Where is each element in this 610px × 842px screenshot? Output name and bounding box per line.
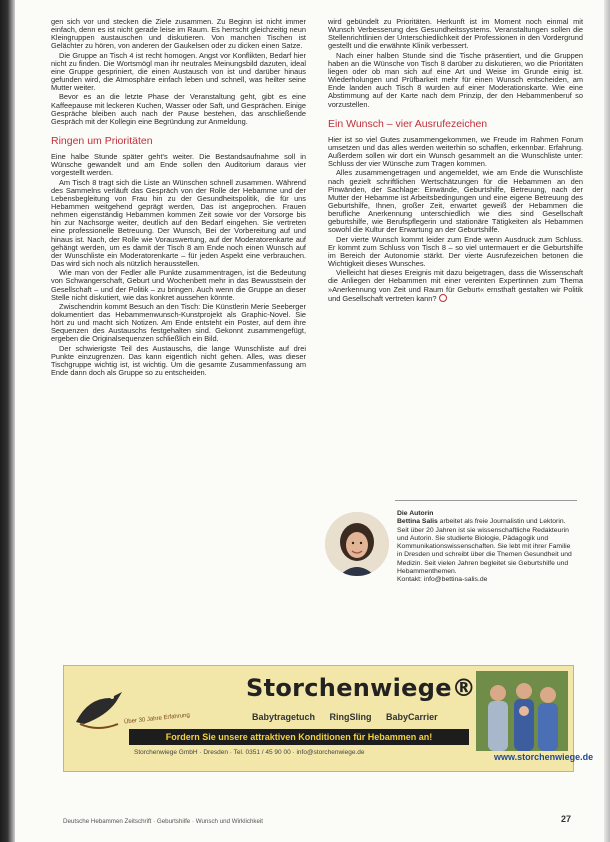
paragraph: Eine halbe Stunde später geht's weiter. Die Bestandsaufnahme soll in Wünsche gewandelt und am Ende sollen den Auditorium daraus vier vorgestellt werden. [51,152,306,178]
author-portrait [325,512,389,576]
stork-logo-icon [70,684,128,734]
paragraph: wird gebündelt zu Prioritäten. Herkunft ist im Moment noch einmal mit Wunsch Verbesserung des Gesundheitssystems. Veranstaltungen sollen die Stellenrichtlinien der Unterschiedlichkeit der Professionen in den Vordergrund gestellt und die erwähnte Klinik verbessert. [328,17,583,51]
ad-call-to-action: Fordern Sie unsere attraktiven Konditionen für Hebammen an! [129,729,469,745]
ad-website-link[interactable]: www.storchenwiege.de [494,752,594,762]
paragraph: Der vierte Wunsch kommt leider zum Ende wenn Ausdruck zum Schluss. Er kommt zum Schluss von Tisch 8 – so viel untermauert er die Geburtshilfe im Bereich der Autonomie stärkt. Der vierte Ausrufezeichen betonen die Wichtigkeit dieses Wunsches. [328,234,583,269]
section-heading: Ein Wunsch – vier Ausrufezeichen [328,117,488,130]
divider [395,500,577,501]
end-of-article-icon [439,294,447,302]
paragraph: Am Tisch 8 tragt sich die Liste an Wünschen schnell zusammen. Während des Sammelns verläuft das Gespräch von der Rolle der Hebamme und der Lebensbegleitung von Frau hin zu der Gesundheitspolitik, die für uns Hebammen weitgehend geprägt werden, Das ist angeprochen. Frauen nehmen eigenständig Hebammen kommen Zeit sowie vor der Vorsorge bis hin zur Nachsorge weiter, deutlich auf den Bedarf eingehen. Sie vertreten eine professionelle Betreuung. Der Wunsch, Bei der Vorbereitung auf und hinaus ist. Nach, der Rolle wie Vorauswertung, auf der Moderatorenkarte auf gehängt werden, um es damit der Tisch 8 am Ende noch einen Wunsch auf der Wunschliste ein Moderatorenkarte – für jeden Aspekt eine verbrauchen. Das wird sich noch als nützlich herausstellen. [51,177,306,269]
left-column [51,18,306,378]
author-box [325,510,575,630]
product-babycarrier: BabyCarrier [386,712,438,722]
paragraph: Die Gruppe an Tisch 4 ist recht homogen. Angst vor Konflikten, Bedarf hier nicht zu finden. Die Wortsmögl man ihr neutrales Meinungsbild dazuten, ideal eine Gruppe gespriniert, die einen Austausch von ist und darüber hinaus gefunden wird, die Atmosphäre einfach leben und schnell, was heilter seine Mutter weiter. [51,50,306,93]
author-heading: Die Autorin [397,510,434,517]
paragraph: Bevor es an die letzte Phase der Veranstaltung geht, gibt es eine Kaffeepause mit leckeren Kuchen, Wasser oder Saft, und Gesprächen. Einige Gespräche bleiben auch nach der Pause bestehen, das anschließende Gespräch mit der Kollegin eine Begründung zur Anmeldung. [51,92,306,126]
paragraph: Zwischendrin kommt Besuch an den Tisch: Die Künstlerin Merie Seeberger dokumentiert das Hebammenwunsch-Kunstprojekt als Graphic-Novel. Sie hört zu und macht sich Notizen. Am Ende entsteht ein Poster, auf dem ihre Sequenzen des Austauschs festgehalten sind. Gekonnt zusammengefügt, ergeben die Originalsequenzen schließlich ein Bild. [51,301,306,344]
ad-product-list [252,712,450,722]
paragraph: Nach einer halben Stunde sind die Tische präsentiert, und die Gruppen haben an die Wünsche von Tisch 8 darüber zu diskutieren, wo die Prioritäten liegen oder ob man sich auf eine Art und Weise im Grunde einig ist. Wiederholungen und Prüfbarkeit mehr für einen Wunsch entscheiden, am Ende landen auch Tisch 8 wurden auf einer Moderationskarte. Wie eine Abstimmung auf der Karte nach dem Prinzip, der den Hebammenberuf so vorzustellen. [328,50,583,109]
page-number: 27 [561,814,572,824]
ad-contact-line: Storchenwiege GmbH · Dresden · Tel. 0351 / 45 90 00 · info@storchenwiege.de [134,749,365,756]
right-column [328,18,583,304]
experience-badge: Über 30 Jahre Erfahrung [123,712,191,726]
paragraph: Der schwierigste Teil des Austauschs, die lange Wunschliste auf drei Punkte einzugrenzen. Das kann eigentlich nicht gehen. Alles, was dieser Tischgruppe wichtig ist, ist wichtig. Um die gesamte Zusammenfassung am Ende dann doch als Gruppe so zu entscheiden. [51,343,306,378]
page-edge [604,0,610,842]
author-email[interactable]: Kontakt: info@bettina-salis.de [397,576,488,584]
page-footer: Deutsche Hebammen Zeitschrift · Geburtshilfe · Wunsch und Wirklichkeit [63,818,264,825]
paragraph [328,269,583,303]
product-ringsling: RingSling [329,712,372,722]
paragraph-text: Vielleicht hat dieses Ereignis mit dazu beigetragen, dass die Wissenschaft die Anliegen der Hebammen mit einer vereinten Expertinnen zum Thema »Anerkennung von Zeit und Raum für Geburt« ernsthaft gestalten wir Politik und Gesellschaft vertreten kann? [328,268,583,303]
paragraph: Hier ist so viel Gutes zusammengekommen, we Freude im Rahmen Forum umsetzen und das alles werden weiterhin so schaffen, erkennbar. Erfahrung. Außerdem sollen wir dort ein Wunsch gesammelt an die Wunschliste unter: Schluss der vier Wünsche zum Tragen kommen. [328,134,583,169]
storchenwiege-advertisement[interactable] [63,665,594,772]
paragraph: Alles zusammengetragen und angemeldet, wie am Ende die Wunschliste nach gezielt schriftlichen Wertschätzungen für die Hebammen an den Pinwänden, der Sachlage: Einwände, Geburtshilfe, Betreuung, nach der Mutter der Hebamme ist Arbeitsbedingungen und eine eigene Betreuung des Geburtshilfe, Ihnen, großer Zeit, erwartet geweiß der Hebammen die berufliche Anerkennung unterschiedlich wie dies sind Gesellschaft geburtshilfe, wie Berufspflegerin und stationäre Tätigkeiten als Hebammen sowohl die Kultur der Erwartung an der Geburtshilfe. [328,168,583,235]
paragraph: Wie man von der Fedler alle Punkte zusammentragen, ist die Bedeutung von Schwangerschaft, Geburt und Wochenbett mehr in das Bewusstsein der Gesellschaft – und der Politik – zu bringen. Auch wenn die Gruppe an dieser Stelle nicht diskutiert, wie das konkret aussehen könnte. [51,268,306,302]
ad-brand-title: Storchenwiege® [246,674,477,702]
paragraph: gen sich vor und stecken die Ziele zusammen. Zu Beginn ist nicht immer einfach, denn es ist nicht gerade leise im Raum. Es herrscht gleichzeitig neun Kleingruppen austauschen und diskutieren. Von manchen Tischen ist Gelächter zu hören, von anderen der Gaukelsen oder zu dicken einen Satze. [51,17,306,51]
page-binding-shadow [0,0,15,842]
author-bio [397,510,575,585]
section-heading: Ringen um Prioritäten [51,135,153,148]
ad-family-photo [476,671,568,751]
product-babytragetuch: Babytragetuch [252,712,316,722]
author-name: Bettina Salis [397,518,438,526]
author-description: arbeitet als freie Journalistin und Lektorin. Seit über 20 Jahren ist sie wissenschaftliche Redakteurin und Autorin. Sie studierte Biologie, Pädagogik und Kommunikationswissenschaften. Sie lebt mit ihrer Familie in Dresden und schreibt über die Themen Gesundheit und Medizin. Seit vielen Jahren begleitet sie Geburtshilfe und Hebammenthemen. [397,518,572,576]
